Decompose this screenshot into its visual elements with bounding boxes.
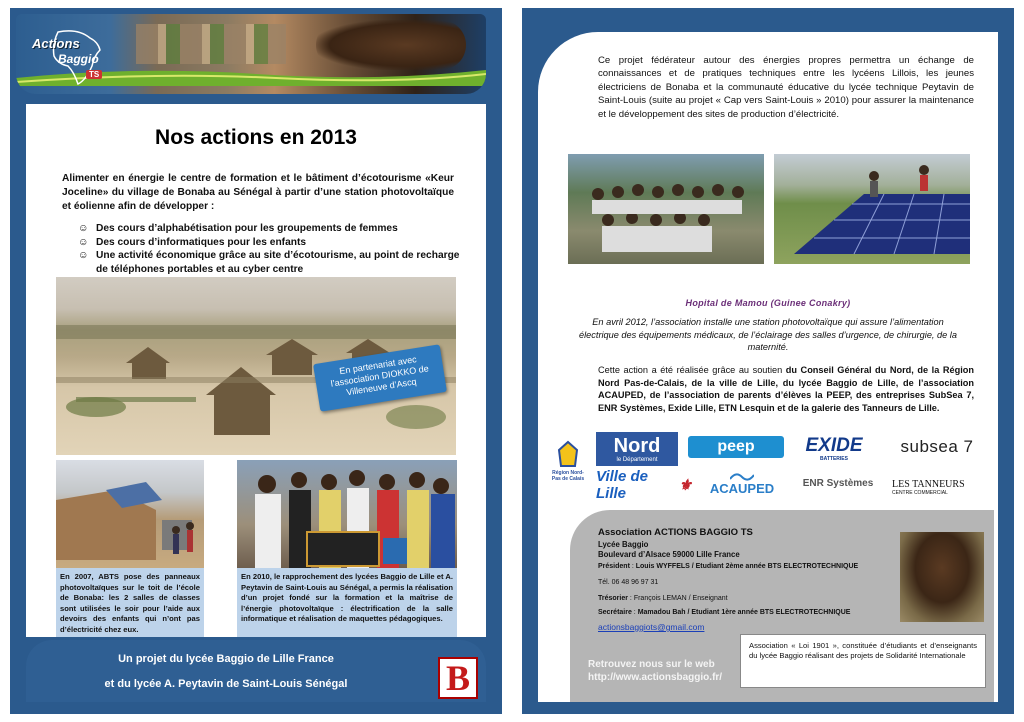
partnership-badge: En partenariat avec l’association DIOKKO de Villeneuve d’Ascq — [313, 344, 447, 411]
ville-de-lille-logo: Ville de Lille ⚜ — [596, 468, 692, 502]
contact-panel — [570, 510, 994, 702]
hospital-caption: Hopital de Mamou (Guinee Conakry) — [685, 298, 851, 308]
treasurer-line: Trésorier : François LEMAN / Enseignant — [598, 595, 728, 602]
child-portrait-photo — [900, 532, 984, 622]
logo-line2: Baggio — [58, 52, 99, 66]
objectives-list — [78, 222, 468, 276]
banner-photo-strip — [136, 24, 286, 64]
secretary-line: Secrétaire : Mamadou Bah / Etudiant 1ère année BTS ELECTROTECHNIQUE — [598, 609, 851, 616]
intro-paragraph: Alimenter en énergie le centre de formation et le bâtiment d’écotourisme «Keur Joceline» du village de Bonaba au Sénégal à partir d’une station photovoltaïque et éolienne afin de développer : — [62, 173, 454, 212]
right-content-sheet — [538, 32, 998, 702]
child-face-photo — [316, 20, 466, 70]
footer-line2: et du lycée A. Peytavin de Saint-Louis Sénégal — [104, 678, 348, 690]
solar-panel-photo — [774, 154, 970, 264]
exide-logo: EXIDE BATTERIES — [805, 435, 863, 462]
school-name: Lycée Baggio — [598, 540, 649, 549]
left-content-sheet — [26, 104, 486, 637]
smiley-icon: ☺ — [78, 223, 89, 234]
actions-baggio-logo — [28, 28, 118, 88]
web-label: Retrouvez nous sur le web — [588, 659, 715, 670]
school-roof-photo — [56, 460, 204, 568]
subsea7-logo: subsea 7 — [900, 437, 974, 456]
baggio-b-logo: B — [438, 657, 478, 699]
fleur-de-lis-icon: ⚜ — [678, 477, 692, 494]
association-name: Association ACTIONS BAGGIO TS — [598, 527, 753, 538]
email-link[interactable]: actionsbaggiots@gmail.com — [598, 622, 705, 632]
president-line: Président : Louis WYFFELS / Etudiant 2ème année BTS ELECTROTECHNIQUE — [598, 563, 859, 570]
web-section — [588, 658, 722, 684]
hospital-group-photo — [568, 154, 764, 264]
logo-line1: Actions — [32, 36, 80, 51]
project-paragraph: Ce projet fédérateur autour des énergies propres permettra un échange de connaissances et de pratiques techniques entre les lycéens Lillois, les jeunes électriciens de Bonaba et la communauté éducative du lycée technique Peytavin de Saint-Louis (suite au projet « Cap vers Saint-Louis » 2010) pour assurer la maintenance et le développement des sites de production d’électricité. — [598, 55, 974, 120]
logo-badge: TS — [86, 70, 102, 79]
acauped-logo: ACAUPED — [700, 468, 784, 498]
les-tanneurs-logo: LES TANNEURS CENTRE COMMERCIAL — [892, 478, 965, 496]
list-item: ☺ Des cours d’informatiques pour les enfants — [78, 236, 307, 248]
association-description: Association « Loi 1901 », constituée d’étudiants et d’enseignants du lycée Baggio réalisant des projets de Solidarité Internationale — [740, 634, 986, 688]
right-page — [522, 8, 1014, 714]
caption-2007: En 2007, ABTS pose des panneaux photovoltaïques sur le toit de l’école de Bonaba: les 2 salles de classes sont utilisées le soir pour l’aide aux devoirs des enfants qui n’ont pas d’électricité chez eux. — [56, 568, 204, 637]
acauped-wave-icon — [730, 471, 754, 481]
list-item: ☺ Des cours d’alphabétisation pour les groupements de femmes — [78, 223, 398, 234]
sponsor-logos — [550, 432, 990, 512]
left-footer — [26, 640, 486, 702]
page-title: Nos actions en 2013 — [155, 126, 357, 149]
smiley-icon: ☺ — [78, 250, 89, 261]
students-group-photo — [237, 460, 457, 568]
left-page — [10, 8, 502, 714]
caption-2010: En 2010, le rapprochement des lycées Baggio de Lille et A. Peytavin de Saint-Louis au Sénégal, a permis la réalisation d’un projet fondé sur la formation et la maîtrise de l’énergie photovoltaïque : électrification de la salle informatique et réalisation de maquettes pédagogiques. — [237, 568, 457, 637]
website-link[interactable]: http://www.actionsbaggio.fr/ — [588, 672, 723, 683]
smiley-icon: ☺ — [78, 236, 89, 248]
nord-logo: Nord le Département — [596, 432, 678, 466]
region-logo: Région Nord-Pas de Calais — [550, 432, 586, 490]
footer-line1: Un projet du lycée Baggio de Lille France — [118, 653, 334, 665]
region-emblem-icon — [557, 440, 579, 470]
address: Boulevard d’Alsace 59000 Lille France — [598, 550, 740, 559]
hospital-description: En avril 2012, l’association installe une station photovoltaïque qui assure l’alimentation électrique des équipements médicaux, de l’éclairage des salles d’urgence, de chirurgie, de la maternité. — [579, 317, 957, 352]
list-item: ☺ Une activité économique grâce au site d’écotourisme, au point de recharge de téléphones portables et au cyber centre — [78, 250, 460, 275]
peep-logo: peep — [688, 436, 784, 458]
header-banner — [16, 14, 486, 94]
phone: Tél. 06 48 96 97 31 — [598, 579, 659, 586]
enr-systemes-logo: ENR Systèmes — [802, 477, 874, 489]
support-paragraph: Cette action a été réalisée grâce au soutien du Conseil Général du Nord, de la Région Nord Pas-de-Calais, de la ville de Lille, du lycée Baggio de Lille, de l’association ACAUPED, de l’association de parents d’élèves la PEEP, des entreprises SubSea 7, ENR Systèmes, Exide Lille, ETN Lesquin et de la galerie des Tanneurs de Lille. — [598, 365, 974, 413]
